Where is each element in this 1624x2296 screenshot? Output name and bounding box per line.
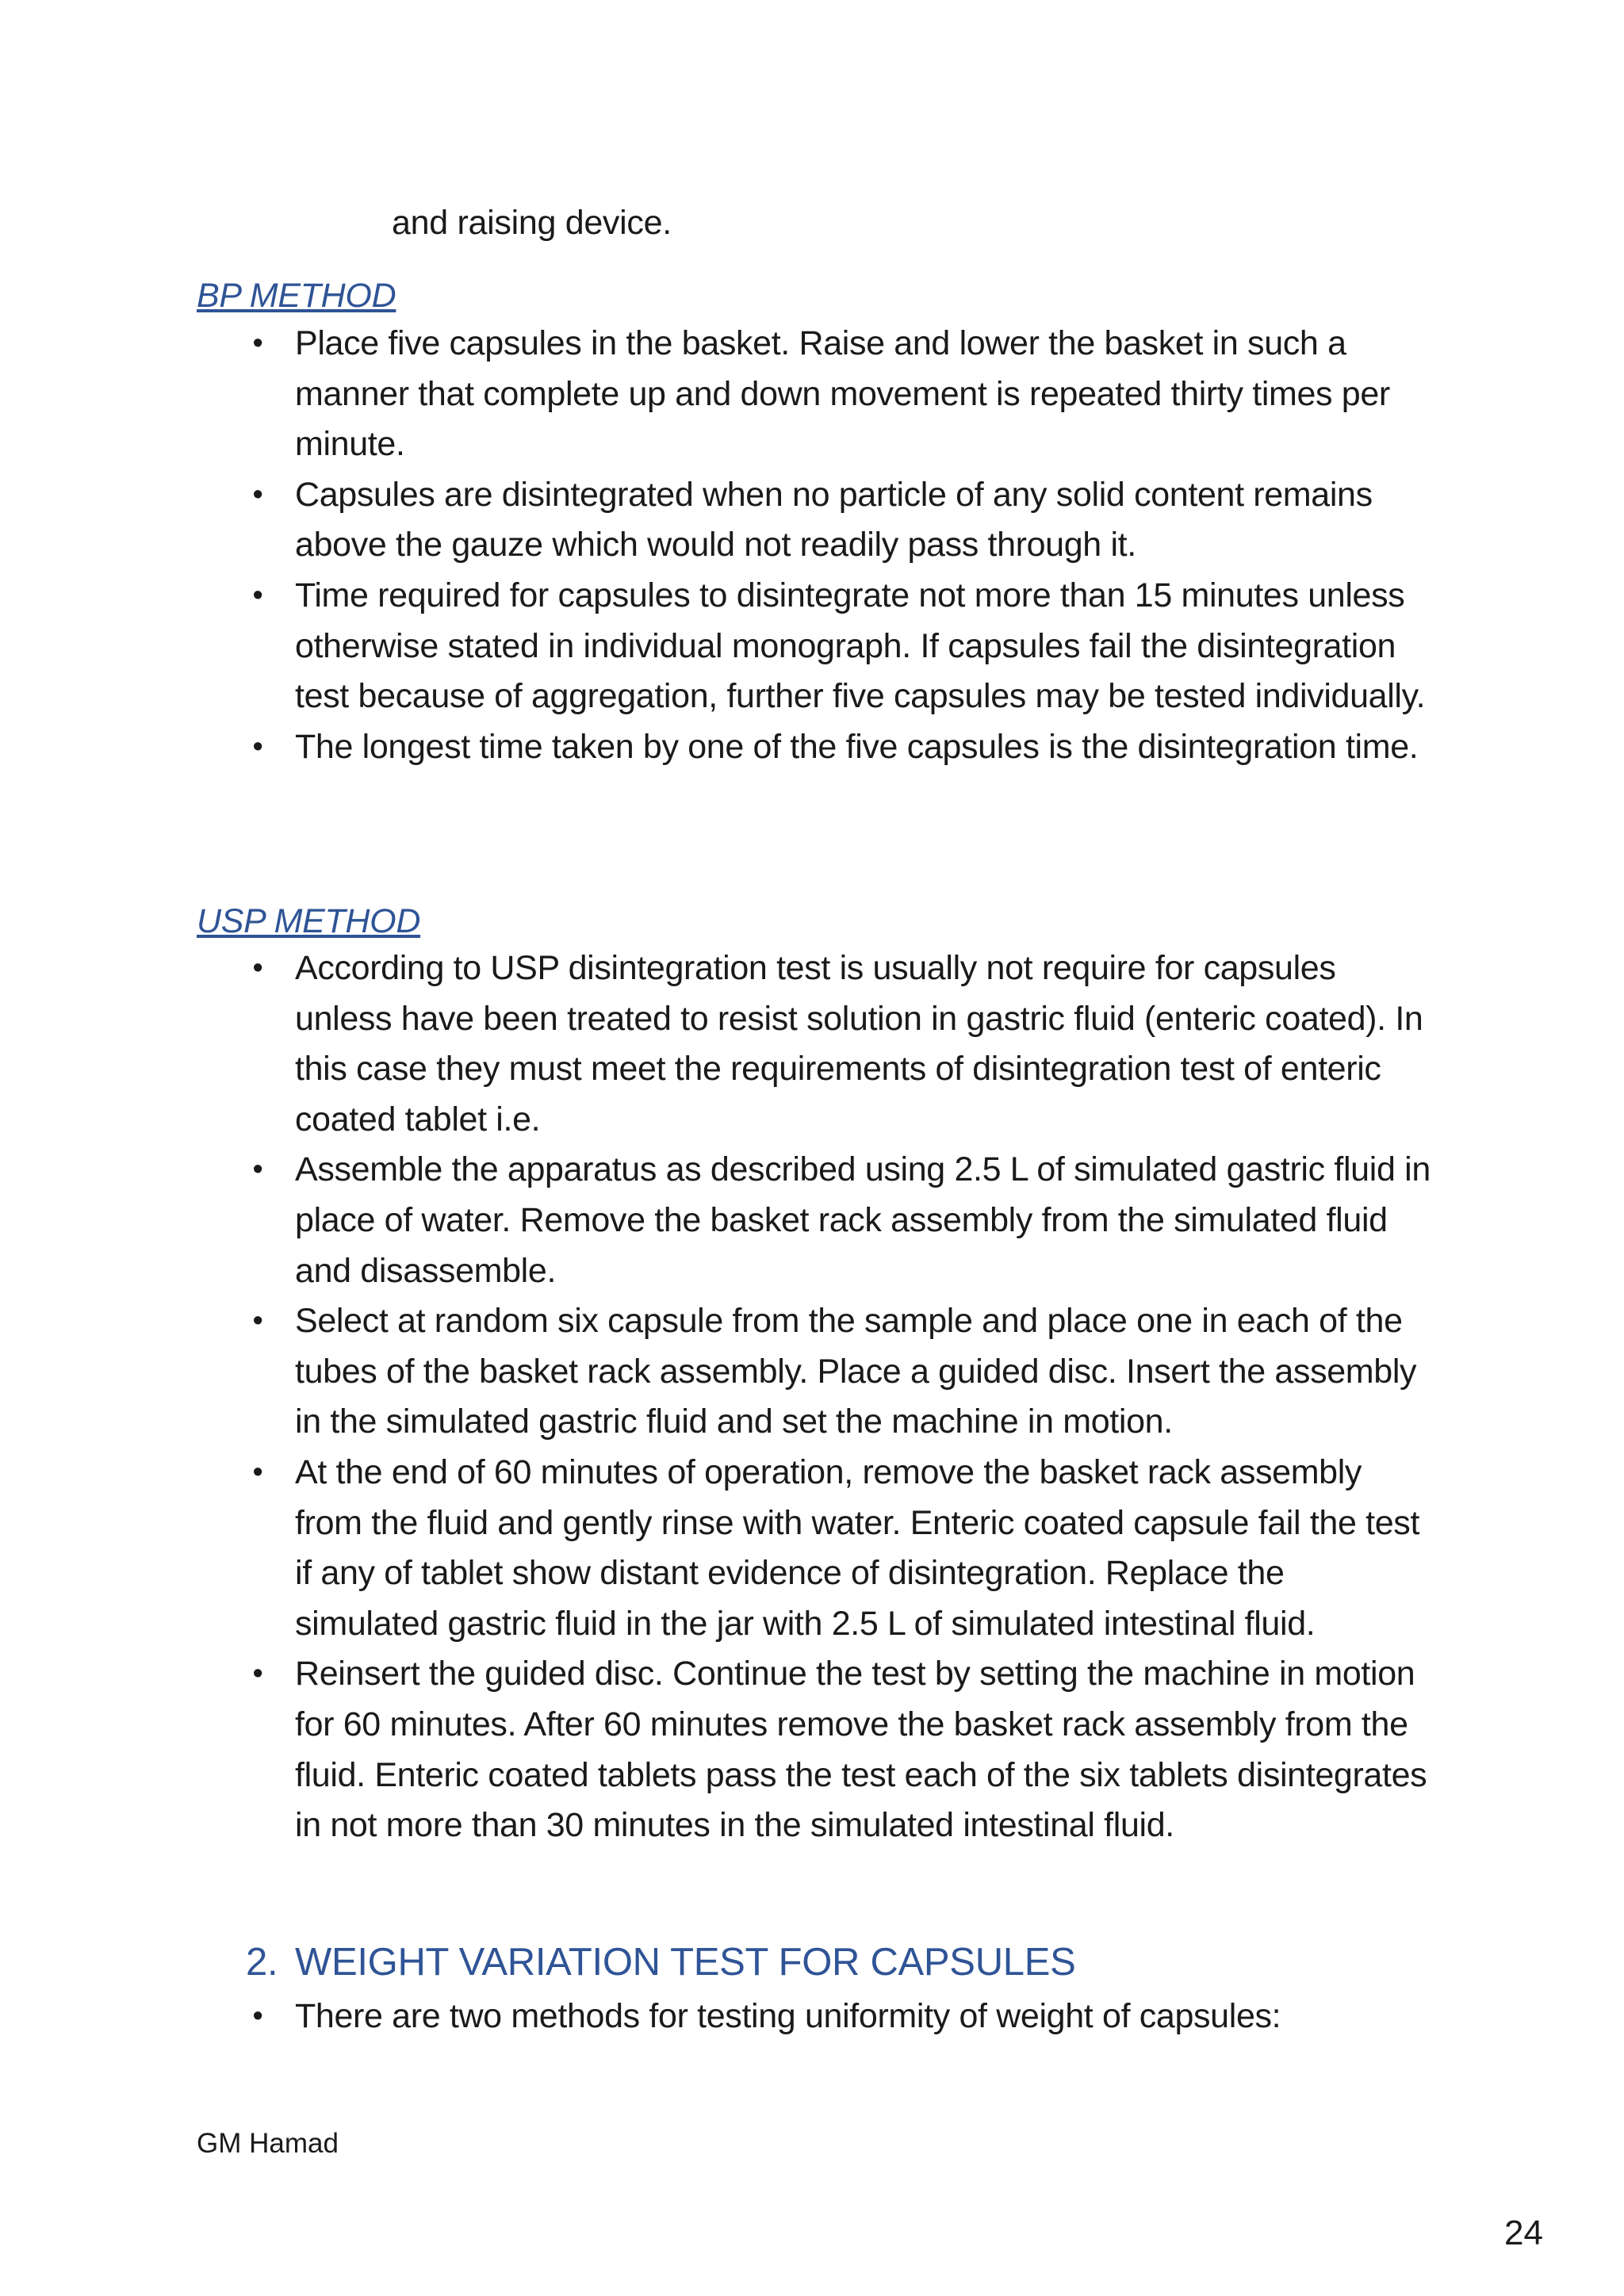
list-item xyxy=(0,1649,1624,1850)
list-item-text: Assemble the apparatus as described using 2.5 L of simulated gastric fluid in place of water. Remove the basket rack assembly from the simulated fluid and disassemble. xyxy=(295,1150,1431,1290)
list-item-text: Reinsert the guided disc. Continue the test by setting the machine in motion for 60 minutes. After 60 minutes remove the basket rack assembly from the fluid. Enteric coated tablets pass the test each of the six tablets disintegrates in not more than 30 minutes in the simulated intestinal fluid. xyxy=(295,1655,1427,1845)
list-item-text: Place five capsules in the basket. Raise and lower the basket in such a manner that complete up and down movement is repeated thirty times per minute. xyxy=(295,324,1390,464)
list-item-text: Time required for capsules to disintegrate not more than 15 minutes unless otherwise stated in individual monograph. If capsules fail the disintegration test because of aggregation, further five capsules may be tested individually. xyxy=(295,576,1426,716)
bullet-icon: • xyxy=(252,578,263,612)
bullet-icon: • xyxy=(252,1999,263,2033)
bullet-icon: • xyxy=(252,951,263,985)
bullet-icon: • xyxy=(252,1455,263,1489)
list-item xyxy=(0,1296,1624,1448)
list-item xyxy=(0,1145,1624,1296)
usp-method-heading: USP METHOD xyxy=(197,902,421,940)
bullet-icon: • xyxy=(252,1657,263,1691)
weight-variation-list xyxy=(0,1992,1624,2042)
list-item xyxy=(0,1448,1624,1649)
page-number: 24 xyxy=(1504,2214,1543,2252)
list-item-text: Capsules are disintegrated when no particle of any solid content remains above the gauze which would not readily pass through it. xyxy=(295,475,1373,564)
bullet-icon: • xyxy=(252,729,263,763)
list-item-text: There are two methods for testing uniformity of weight of capsules: xyxy=(295,1997,1281,2035)
list-item xyxy=(0,571,1624,722)
bullet-icon: • xyxy=(252,1153,263,1187)
list-item-text: The longest time taken by one of the five capsules is the disintegration time. xyxy=(295,727,1419,766)
list-item-text: Select at random six capsule from the sample and place one in each of the tubes of the basket rack assembly. Place a guided disc. Insert the assembly in the simulated gastric fluid and set the machine in motion. xyxy=(295,1302,1417,1441)
bullet-icon: • xyxy=(252,477,263,511)
bp-method-list xyxy=(0,319,1624,772)
bp-method-heading: BP METHOD xyxy=(197,277,396,315)
list-item-text: According to USP disintegration test is usually not require for capsules unless have been treated to resist solution in gastric fluid (enteric coated). In this case they must meet the requirements of disintegration test of enteric coated tablet i.e. xyxy=(295,949,1423,1138)
list-item-text: At the end of 60 minutes of operation, remove the basket rack assembly from the fluid and gently rinse with water. Enteric coated capsule fail the test if any of tablet show distant evidence of disintegration. Replace the simulated gastric fluid in the jar with 2.5 L of simulated intestinal fluid. xyxy=(295,1452,1420,1643)
list-item xyxy=(0,943,1624,1145)
footer-author: GM Hamad xyxy=(197,2128,339,2159)
usp-method-list xyxy=(0,943,1624,1851)
list-item xyxy=(0,722,1624,773)
continuation-text: and raising device. xyxy=(392,204,672,242)
bullet-icon: • xyxy=(252,327,263,360)
heading-text: WEIGHT VARIATION TEST FOR CAPSULES xyxy=(295,1941,1076,1984)
heading-number: 2. xyxy=(246,1941,278,1984)
list-item xyxy=(0,1992,1624,2042)
list-item xyxy=(0,319,1624,470)
list-item xyxy=(0,470,1624,571)
weight-variation-heading xyxy=(246,1934,1076,1990)
bullet-icon: • xyxy=(252,1304,263,1338)
